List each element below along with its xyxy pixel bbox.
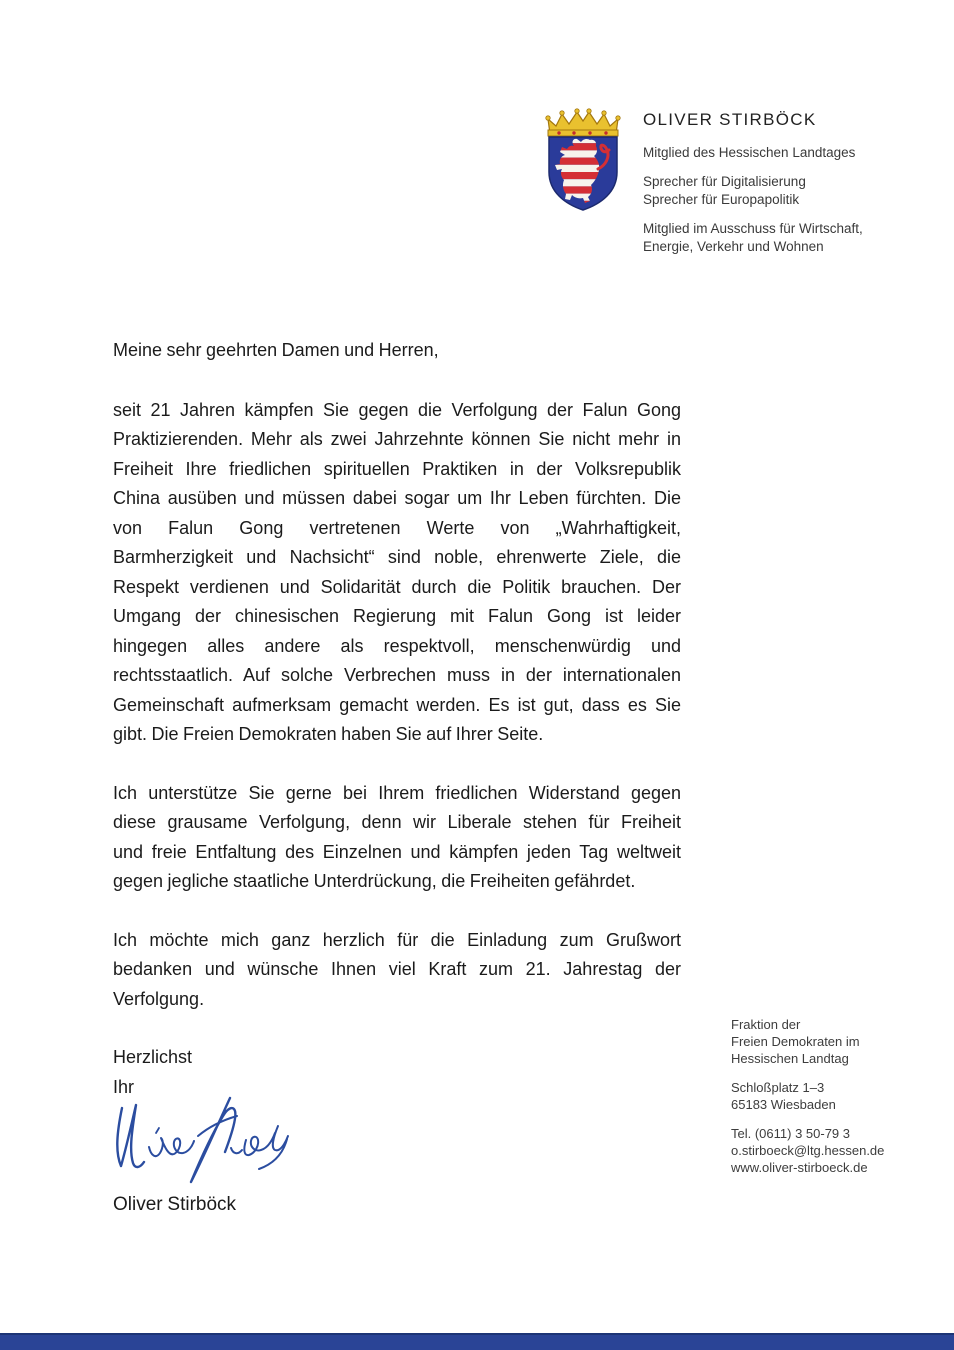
sender-role-committee: Mitglied im Ausschuss für Wirtschaft, Energie, Verkehr und Wohnen (643, 221, 863, 254)
contact-block (731, 1016, 949, 1188)
sender-role-mandate: Mitglied des Hessischen Landtages (643, 145, 856, 160)
faction-name: Fraktion der Freien Demokraten im Hessischen Landtag (731, 1017, 860, 1066)
phone-email-web: Tel. (0611) 3 50-79 3 o.stirboeck@ltg.hessen.de www.oliver-stirboeck.de (731, 1126, 885, 1175)
postal-address: Schloßplatz 1–3 65183 Wiesbaden (731, 1080, 836, 1112)
closing-phrase: Herzlichst (113, 1047, 193, 1067)
sender-name: OLIVER STIRBÖCK (643, 110, 817, 129)
bottom-accent-bar (0, 1333, 954, 1350)
sender-role-speaker: Sprecher für Digitalisierung Sprecher für Europapolitik (643, 174, 806, 207)
signer-printed-name: Oliver Stirböck (113, 1194, 237, 1215)
letterhead-text-block (643, 110, 943, 267)
letter-body (113, 336, 681, 1220)
hessen-coat-of-arms-icon (540, 106, 626, 213)
closing-ihr: Ihr (113, 1076, 135, 1097)
signature-image (113, 1092, 681, 1188)
paragraph-1: seit 21 Jahren kämpfen Sie gegen die Verfolgung der Falun Gong Praktizierenden. Mehr als zwei Jahrzehnte können Sie nicht mehr in Freiheit Ihre friedlichen spirituellen Praktiken in der Volksrepublik China ausüben und müssen dabei sogar um Ihr Leben fürchten. Die von Falun Gong vertretenen Werte von „Wahrhaftigkeit, Barmherzigkeit und Nachsicht“ sind noble, ehrenwerte Ziele, die Respekt verdienen und Solidarität durch die Politik brauchen. Der Umgang der chinesischen Regierung mit Falun Gong ist leider hingegen alles andere als respektvoll, menschenwürdig und rechtsstaatlich. Auf solche Verbrechen muss in der internationalen Gemeinschaft aufmerksam gemacht werden. Es ist gut, dass es Sie gibt. Die Freien Demokraten haben Sie auf Ihrer Seite. (113, 399, 681, 744)
crown-icon (546, 109, 620, 136)
paragraph-2: Ich unterstütze Sie gerne bei Ihrem friedlichen Widerstand gegen diese grausame Verfolgung, denn wir Liberale stehen für Freiheit und freie Entfaltung des Einzelnen und kämpfen jeden Tag weltweit gegen jegliche staatliche Unterdrückung, die Freiheiten gefährdet. (113, 782, 681, 891)
salutation: Meine sehr geehrten Damen und Herren, (113, 340, 439, 360)
paragraph-3: Ich möchte mich ganz herzlich für die Einladung zum Grußwort bedanken und wünsche Ihnen viel Kraft zum 21. Jahrestag der Verfolgung. (113, 929, 681, 1009)
